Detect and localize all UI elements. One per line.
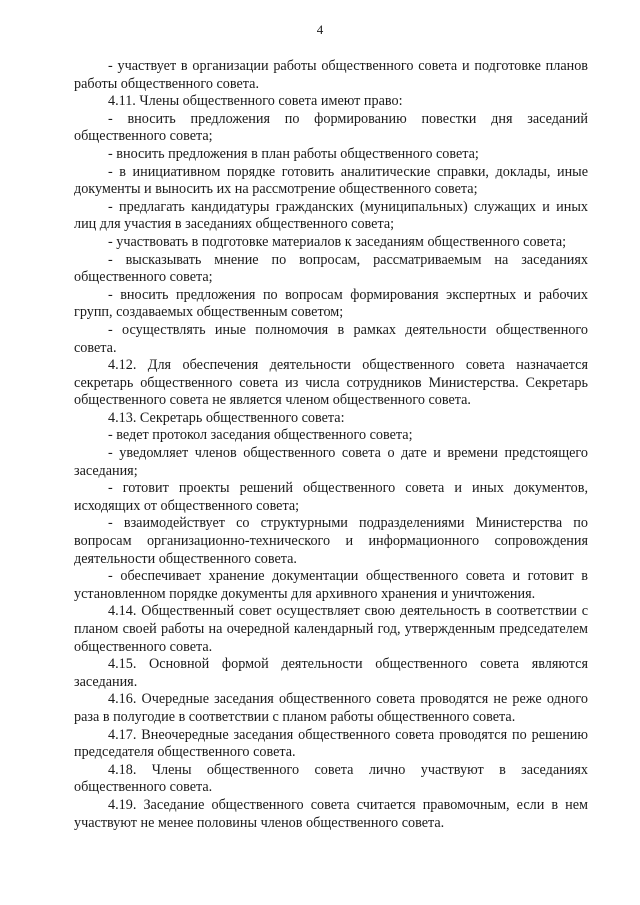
paragraph: 4.11. Члены общественного совета имеют право: xyxy=(108,93,403,110)
paragraph: 4.12. Для обеспечения деятельности общественного совета назначается секретарь общественного совета из числа сотрудников Министерства. Секретарь общественного совета не является членом общественного совета. xyxy=(74,357,588,409)
paragraph: - уведомляет членов общественного совета о дате и времени предстоящего заседания; xyxy=(74,445,588,479)
paragraph: - обеспечивает хранение документации общественного совета и готовит в установленном порядке документы для архивного хранения и уничтожения. xyxy=(74,568,588,602)
paragraph: - вносить предложения по вопросам формирования экспертных и рабочих групп, создаваемых общественным советом; xyxy=(74,286,588,321)
paragraph: - участвует в организации работы общественного совета и подготовке планов работы общественного совета. xyxy=(74,58,588,92)
paragraph: 4.19. Заседание общественного совета считается правомочным, если в нем участвуют не менее половины членов общественного совета. xyxy=(74,796,588,831)
paragraph: - вносить предложения по формированию повестки дня заседаний общественного совета; xyxy=(74,110,588,145)
document-body xyxy=(74,58,588,832)
paragraph: - предлагать кандидатуры гражданских (муниципальных) служащих и иных лиц для участия в заседаниях общественного совета; xyxy=(74,198,588,233)
paragraph: 4.13. Секретарь общественного совета: xyxy=(108,409,345,426)
paragraph: - в инициативном порядке готовить аналитические справки, доклады, иные документы и выносить их на рассмотрение общественного совета; xyxy=(74,163,588,198)
page-number: 4 xyxy=(316,22,324,37)
paragraph: - высказывать мнение по вопросам, рассматриваемым на заседаниях общественного совета; xyxy=(74,251,588,286)
paragraph: 4.16. Очередные заседания общественного совета проводятся не реже одного раза в полугодие в соответствии с планом работы общественного совета. xyxy=(74,691,588,725)
paragraph: 4.17. Внеочередные заседания общественного совета проводятся по решению председателя общественного совета. xyxy=(74,726,588,761)
paragraph: 4.15. Основной формой деятельности общественного совета являются заседания. xyxy=(74,656,588,690)
paragraph: - готовит проекты решений общественного совета и иных документов, исходящих от общественного совета; xyxy=(74,480,588,514)
paragraph: - осуществлять иные полномочия в рамках деятельности общественного совета. xyxy=(74,321,588,356)
paragraph: 4.14. Общественный совет осуществляет свою деятельность в соответствии с планом своей работы на очередной календарный год, утвержденным председателем общественного совета. xyxy=(74,603,588,655)
paragraph: 4.18. Члены общественного совета лично участвуют в заседаниях общественного совета. xyxy=(74,761,588,796)
paragraph: - вносить предложения в план работы общественного совета; xyxy=(108,145,479,162)
paragraph: - участвовать в подготовке материалов к заседаниям общественного совета; xyxy=(108,233,567,250)
paragraph: - взаимодействует со структурными подразделениями Министерства по вопросам организационно-технического и информационного сопровождения деятельности общественного совета. xyxy=(74,515,588,567)
paragraph: - ведет протокол заседания общественного совета; xyxy=(108,427,413,444)
